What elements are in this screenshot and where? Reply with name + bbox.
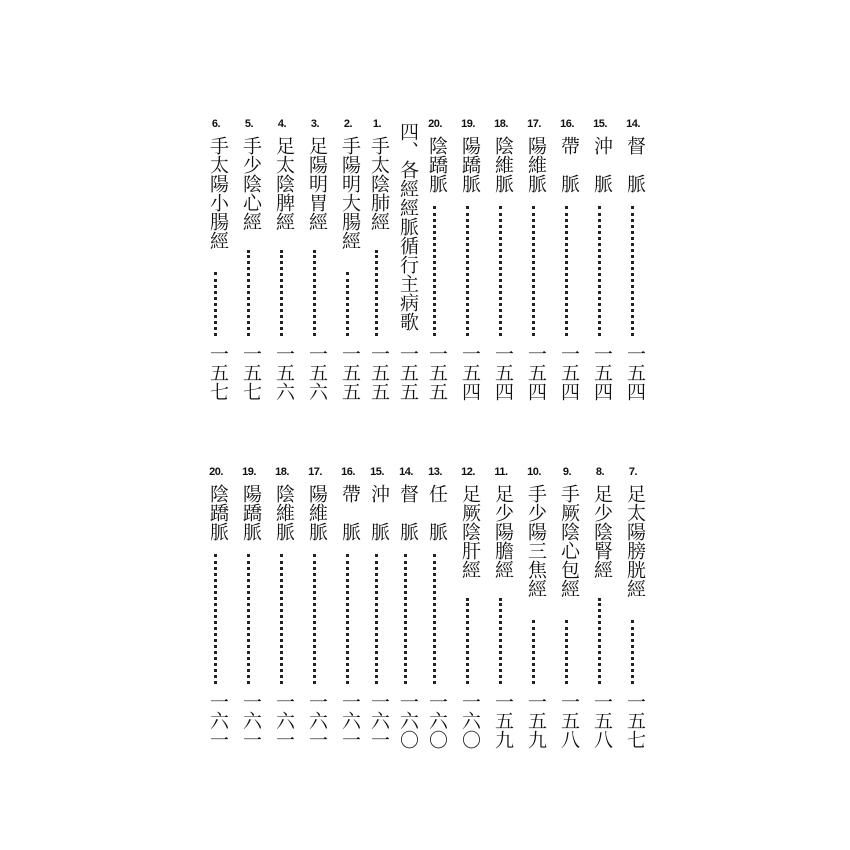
toc-entry-title: 沖 脈 — [591, 136, 613, 193]
toc-entry-title: 帶 脈 — [558, 136, 580, 193]
toc-entry-number: 18. — [275, 466, 289, 478]
dot-leader — [375, 250, 379, 336]
toc-entry[interactable] — [521, 466, 547, 766]
toc-section-title: 四、各經經脈循行主病歌 — [397, 122, 419, 331]
dot-leader — [375, 554, 379, 684]
toc-entry[interactable] — [455, 118, 481, 418]
toc-entry[interactable] — [302, 466, 328, 766]
toc-entry-title: 沖 脈 — [368, 484, 390, 541]
toc-entry-title: 手太陽小腸經 — [207, 136, 229, 250]
dot-leader — [631, 620, 635, 684]
toc-entry-number: 19. — [461, 118, 475, 130]
toc-page-number: 一五八 — [591, 692, 613, 749]
toc-entry[interactable] — [203, 118, 229, 418]
toc-entry[interactable] — [269, 118, 295, 418]
toc-entry-title: 手陽明大腸經 — [339, 136, 361, 250]
toc-page-number: 一六〇 — [459, 692, 481, 749]
toc-entry-number: 20. — [209, 466, 223, 478]
toc-entry-title: 手太陰肺經 — [368, 136, 390, 231]
toc-page-number: 一五五 — [368, 344, 390, 401]
dot-leader — [466, 598, 470, 684]
toc-entry-number: 11. — [494, 466, 508, 478]
toc-page-number: 一五八 — [558, 692, 580, 749]
toc-entry-title: 陰蹻脈 — [426, 136, 448, 193]
toc-entry-title: 足厥陰肝經 — [459, 484, 481, 579]
toc-entry-title: 足少陰腎經 — [591, 484, 613, 579]
toc-entry-number: 10. — [527, 466, 541, 478]
toc-page-number: 一五七 — [624, 692, 646, 749]
toc-entry-number: 1. — [372, 118, 382, 130]
toc-entry-number: 16. — [341, 466, 355, 478]
toc-entry-number: 3. — [310, 118, 320, 130]
dot-leader — [565, 206, 569, 336]
toc-entry-title: 督 脈 — [397, 484, 419, 541]
toc-entry-title: 足太陽膀胱經 — [624, 484, 646, 598]
toc-page-number: 一六一 — [368, 692, 390, 749]
toc-entry[interactable] — [364, 466, 390, 766]
toc-entry[interactable] — [335, 466, 361, 766]
dot-leader — [313, 554, 317, 684]
toc-entry-title: 手少陽三焦經 — [525, 484, 547, 598]
toc-page-number: 一六一 — [273, 692, 295, 749]
toc-entry-title: 足陽明胃經 — [306, 136, 328, 231]
toc-block-bottom — [0, 466, 850, 766]
toc-entry[interactable] — [236, 118, 262, 418]
toc-entry[interactable] — [302, 118, 328, 418]
toc-entry-title: 陽蹻脈 — [240, 484, 262, 541]
toc-entry-number: 19. — [242, 466, 256, 478]
toc-page-number: 一六一 — [339, 692, 361, 749]
dot-leader — [466, 206, 470, 336]
dot-leader — [346, 554, 350, 684]
toc-page-number: 一五四 — [624, 344, 646, 401]
toc-entry[interactable] — [521, 118, 547, 418]
toc-entry[interactable] — [488, 466, 514, 766]
toc-entry-title: 陰維脈 — [273, 484, 295, 541]
toc-entry-number: 5. — [244, 118, 254, 130]
toc-entry-number: 20. — [428, 118, 442, 130]
toc-entry-number: 2. — [343, 118, 353, 130]
toc-entry[interactable] — [422, 466, 448, 766]
toc-page-number: 一五五 — [339, 344, 361, 401]
dot-leader — [565, 620, 569, 684]
toc-entry-title: 陽維脈 — [306, 484, 328, 541]
toc-page-number: 一六一 — [207, 692, 229, 749]
dot-leader — [631, 206, 635, 336]
toc-page-number: 一六一 — [240, 692, 262, 749]
toc-page-number: 一五七 — [207, 344, 229, 401]
toc-page-number: 一五七 — [240, 344, 262, 401]
toc-entry[interactable] — [269, 466, 295, 766]
dot-leader — [598, 206, 602, 336]
toc-entry[interactable] — [236, 466, 262, 766]
dot-leader — [598, 598, 602, 684]
toc-page-number: 一六〇 — [397, 692, 419, 749]
dot-leader — [214, 554, 218, 684]
dot-leader — [247, 554, 251, 684]
toc-entry-title: 督 脈 — [624, 136, 646, 193]
toc-entry[interactable] — [554, 466, 580, 766]
toc-entry[interactable] — [620, 466, 646, 766]
toc-page-number: 一五五 — [426, 344, 448, 401]
toc-entry-number: 15. — [370, 466, 384, 478]
toc-entry-number: 9. — [562, 466, 572, 478]
toc-entry-number: 14. — [399, 466, 413, 478]
dot-leader — [247, 250, 251, 336]
toc-page-number: 一五四 — [558, 344, 580, 401]
toc-entry-title: 陽維脈 — [525, 136, 547, 193]
toc-entry-title: 帶 脈 — [339, 484, 361, 541]
toc-entry-number: 17. — [527, 118, 541, 130]
toc-page-number: 一五四 — [492, 344, 514, 401]
toc-entry[interactable] — [203, 466, 229, 766]
toc-page-number: 一五四 — [459, 344, 481, 401]
toc-entry-title: 手少陰心經 — [240, 136, 262, 231]
toc-entry-title: 陰蹻脈 — [207, 484, 229, 541]
toc-page-number: 一五四 — [591, 344, 613, 401]
toc-entry[interactable] — [455, 466, 481, 766]
dot-leader — [404, 554, 408, 684]
toc-entry[interactable] — [554, 118, 580, 418]
toc-entry-number: 4. — [277, 118, 287, 130]
toc-entry-number: 12. — [461, 466, 475, 478]
dot-leader — [346, 272, 350, 336]
dot-leader — [214, 272, 218, 336]
dot-leader — [280, 250, 284, 336]
toc-entry[interactable] — [393, 466, 419, 766]
dot-leader — [499, 598, 503, 684]
toc-entry[interactable] — [587, 118, 613, 418]
toc-entry[interactable] — [620, 118, 646, 418]
dot-leader — [433, 554, 437, 684]
toc-entry[interactable] — [364, 118, 390, 418]
toc-entry[interactable] — [335, 118, 361, 418]
toc-page-number: 一五五 — [397, 344, 419, 401]
toc-block-top — [0, 118, 850, 418]
toc-entry-title: 足少陽膽經 — [492, 484, 514, 579]
toc-page-number: 一五六 — [306, 344, 328, 401]
dot-leader — [433, 206, 437, 336]
toc-entry-number: 7. — [628, 466, 638, 478]
dot-leader — [280, 554, 284, 684]
toc-entry-title: 陽蹻脈 — [459, 136, 481, 193]
toc-entry[interactable] — [587, 466, 613, 766]
toc-entry-number: 13. — [428, 466, 442, 478]
toc-entry-number: 14. — [626, 118, 640, 130]
toc-entry-title: 手厥陰心包經 — [558, 484, 580, 598]
toc-entry-number: 17. — [308, 466, 322, 478]
toc-entry-number: 15. — [593, 118, 607, 130]
toc-entry[interactable] — [488, 118, 514, 418]
toc-page-number: 一五九 — [492, 692, 514, 749]
dot-leader — [532, 206, 536, 336]
toc-section-heading[interactable] — [393, 118, 419, 418]
dot-leader — [532, 620, 536, 684]
toc-entry-title: 陰維脈 — [492, 136, 514, 193]
toc-entry-number: 16. — [560, 118, 574, 130]
toc-entry-number: 18. — [494, 118, 508, 130]
toc-page-number: 一五六 — [273, 344, 295, 401]
toc-entry[interactable] — [422, 118, 448, 418]
toc-page-number: 一五九 — [525, 692, 547, 749]
dot-leader — [499, 206, 503, 336]
toc-entry-title: 足太陰脾經 — [273, 136, 295, 231]
toc-page-number: 一五四 — [525, 344, 547, 401]
toc-page-number: 一六一 — [306, 692, 328, 749]
toc-page-number: 一六〇 — [426, 692, 448, 749]
toc-entry-number: 8. — [595, 466, 605, 478]
toc-entry-title: 任 脈 — [426, 484, 448, 541]
toc-entry-number: 6. — [211, 118, 221, 130]
dot-leader — [313, 250, 317, 336]
